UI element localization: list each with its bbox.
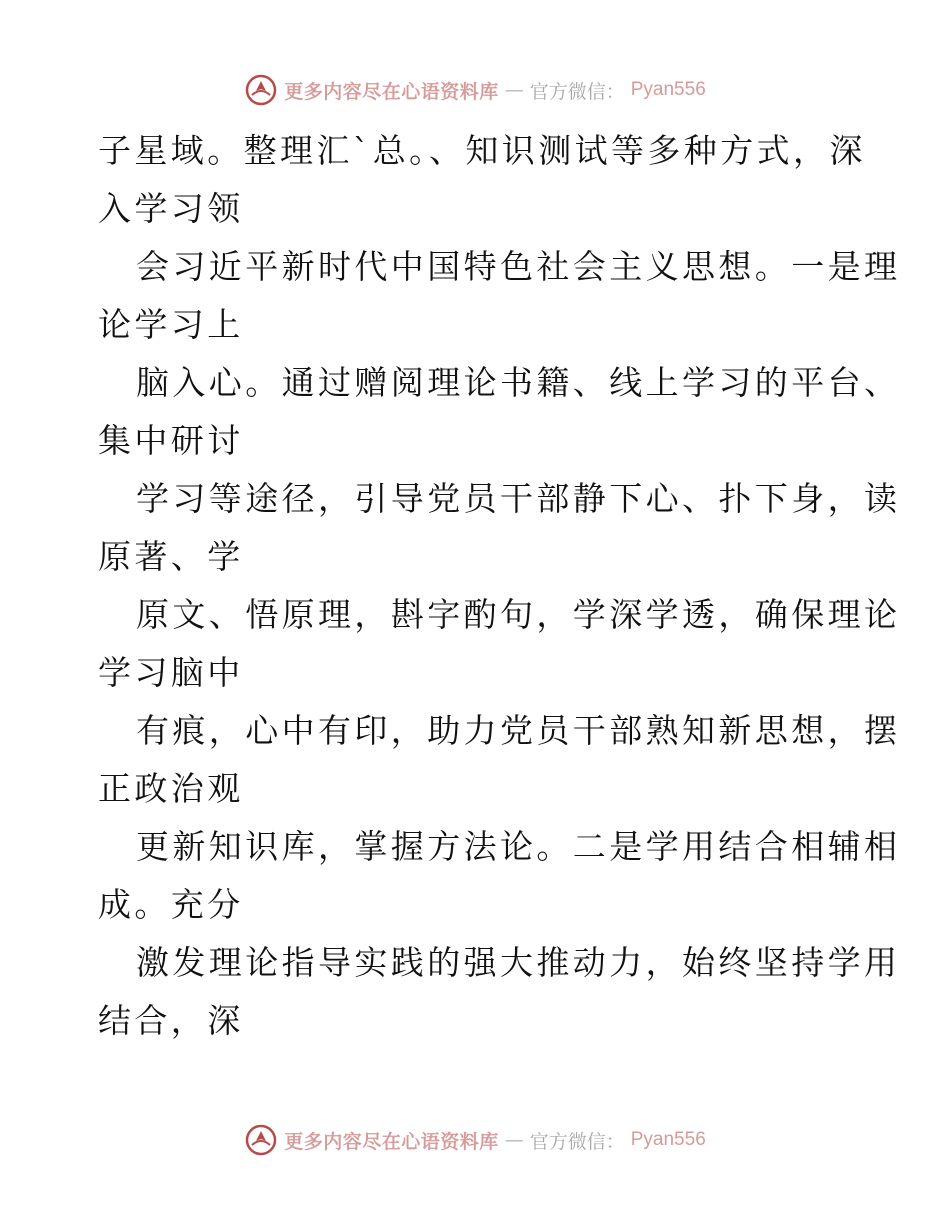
text-line: 原著、学 — [98, 537, 244, 576]
watermark-wechat-label: 官方微信： — [529, 1130, 625, 1153]
watermark-dash: — — [504, 79, 524, 101]
book-quill-logo-icon — [244, 73, 278, 107]
watermark-wechat-label: 官方微信： — [529, 80, 625, 103]
watermark-wechat-id: Pyan556 — [630, 79, 706, 100]
text-line: 更新知识库，掌握方法论。二是学用结合相辅相 — [136, 827, 901, 866]
watermark-dash: — — [504, 1129, 524, 1151]
book-quill-logo-icon — [244, 1123, 278, 1157]
document-body — [98, 122, 901, 1050]
text-line: 子星域。整理汇`总。、知识测试等多种方式，深 — [98, 131, 866, 170]
watermark-title: 更多内容尽在心语资料库 — [284, 80, 499, 103]
text-line: 脑入心。通过赠阅理论书籍、线上学习的平台、 — [136, 363, 901, 402]
text-line: 正政治观 — [98, 769, 244, 808]
text-line: 入学习领 — [98, 189, 244, 228]
text-line: 集中研讨 — [98, 421, 244, 460]
text-line: 结合，深 — [98, 1001, 244, 1040]
text-line: 成。充分 — [98, 885, 244, 924]
header-watermark — [0, 70, 950, 110]
text-line: 激发理论指导实践的强大推动力，始终坚持学用 — [136, 943, 901, 982]
text-line: 有痕，心中有印，助力党员干部熟知新思想，摆 — [136, 711, 901, 750]
text-line: 论学习上 — [98, 305, 244, 344]
footer-watermark — [0, 1120, 950, 1160]
watermark-title: 更多内容尽在心语资料库 — [284, 1130, 499, 1153]
watermark-wechat-id: Pyan556 — [630, 1129, 706, 1150]
text-line: 原文、悟原理，斟字酌句，学深学透，确保理论 — [136, 595, 901, 634]
text-line: 学习等途径，引导党员干部静下心、扑下身，读 — [136, 479, 901, 518]
text-line: 学习脑中 — [98, 653, 244, 692]
text-line: 会习近平新时代中国特色社会主义思想。一是理 — [136, 247, 901, 286]
